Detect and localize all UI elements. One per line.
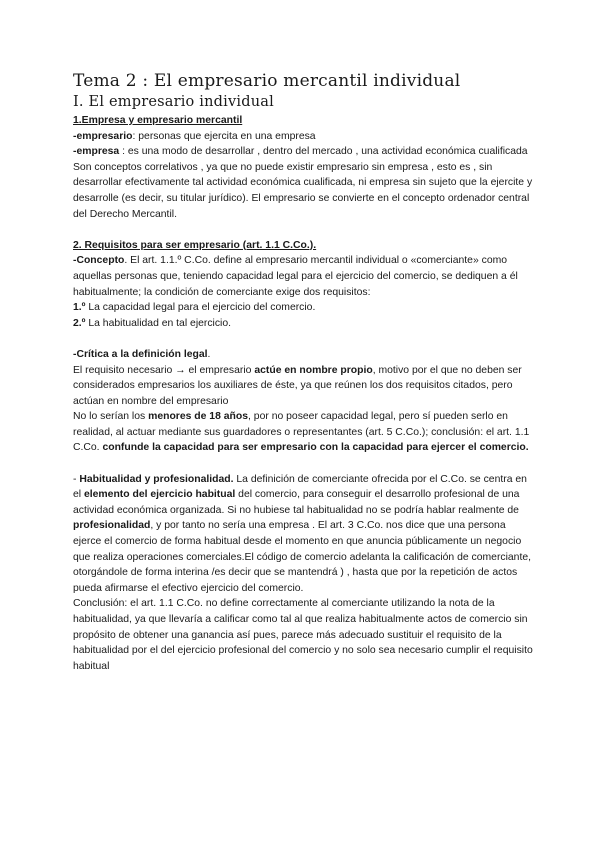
text-p1-a: El requisito necesario → el empresario xyxy=(73,364,255,376)
text-empresario: : personas que ejercita en una empresa xyxy=(132,130,316,142)
heading-critica-end: . xyxy=(207,348,211,360)
requisito-1-text: La capacidad legal para el ejercicio del comercio. xyxy=(85,302,316,314)
paragraph-habitualidad xyxy=(73,472,533,597)
term-empresa: -empresa xyxy=(73,146,120,158)
text-h-d: profesionalidad xyxy=(73,520,151,532)
paragraph-concepto xyxy=(73,253,533,300)
requisito-2-text: La habitualidad en tal ejercicio. xyxy=(85,317,232,329)
requisito-2-num: 2.º xyxy=(73,317,86,329)
section-title: I. El empresario individual xyxy=(73,94,274,110)
text-concepto: . El art. 1.1.º C.Co. define al empresario mercantil individual o «comerciante» como aquellas personas que, teniendo capacidad legal para el ejercicio del comercio, se dediquen a él habitualmente; la condición de comerciante exige dos requisitos: xyxy=(73,255,518,298)
text-p2-b: menores de 18 años xyxy=(148,411,249,423)
section-critica xyxy=(73,347,533,456)
text-p1-b: actúe en nombre propio xyxy=(254,364,373,376)
text-h-b: elemento del ejercicio habitual xyxy=(83,489,236,501)
text-h-c: del comercio, para conseguir el desarrollo profesional de una actividad económica organizada. Si no hubiese tal habitualidad no se podría hablar realmente de xyxy=(73,489,520,516)
text-p2-c: , por no poseer capacidad legal, pero sí pueden serlo en realidad, al actuar mediante sus guardadores o representantes (art. 5 C.Co.); conclusión: el art. 1.1 C.Co. xyxy=(73,411,530,454)
term-concepto: -Concepto xyxy=(73,255,125,267)
term-empresario: -empresario xyxy=(73,130,133,142)
definition-empresario xyxy=(73,129,533,145)
requisito-1-num: 1.º xyxy=(73,302,86,314)
heading-critica xyxy=(73,347,533,363)
section-requisitos xyxy=(73,238,533,332)
section-empresa xyxy=(73,113,533,222)
heading-requisitos: 2. Requisitos para ser empresario (art. 1.1 C.Co.). xyxy=(73,239,317,251)
text-p2-d: confunde la capacidad para ser empresario con la capacidad para ejercer el comercio. xyxy=(102,442,529,454)
text-lead: - xyxy=(73,473,80,485)
heading-empresa: 1.Empresa y empresario mercantil xyxy=(73,115,243,126)
paragraph-menores xyxy=(73,409,533,456)
paragraph-nombre-propio xyxy=(73,363,533,410)
text-p1-c: , motivo por el que no deben ser considerados empresarios los auxiliares de éste, ya que reúnen los dos requisitos citados, pero actúan en nombre del empresario xyxy=(73,364,522,407)
requisito-1 xyxy=(73,300,533,316)
definition-empresa xyxy=(73,144,533,160)
page-title: Tema 2 : El empresario mercantil individual xyxy=(73,71,461,91)
document-page xyxy=(73,70,533,674)
requisito-2 xyxy=(73,316,533,332)
term-habitualidad: Habitualidad y profesionalidad. xyxy=(79,473,234,485)
text-empresa: : es una modo de desarrollar , dentro del mercado , una actividad económica cualificada xyxy=(119,146,528,158)
text-p2-a: No lo serían los xyxy=(73,411,149,423)
heading-critica-text: -Crítica a la definición legal xyxy=(73,348,208,360)
paragraph-conclusion: Conclusión: el art. 1.1 C.Co. no define correctamente al comerciante utilizando la nota de la habitualidad, ya que llevaría a calificar como tal al que realiza habitualmente actos de comercio sin propósito de obtener una ganancia así pues, parece más adecuado sustituir el requisito de la habitualidad por el del ejercicio profesional del comercio y no solo sea necesario cumplir el requisito habitual xyxy=(73,598,533,672)
paragraph-correlativos: Son conceptos correlativos , ya que no puede existir empresario sin empresa , esto es , sin desarrollar efectivamente tal actividad económica cualificada, ni empresa sin sujeto que la ejercite y desarrolle (es decir, su titular jurídico). El empresario se convierte en el concepto ordenador central del Derecho Mercantil. xyxy=(73,161,533,220)
text-h-e: , y por tanto no sería una empresa . El art. 3 C.Co. nos dice que una persona ejerce el comercio de forma habitual desde el momento en que anuncia públicamente un negocio que realiza operaciones comerciales.El código de comercio adelanta la calificación de comerciante, otorgándole de forma interina /es decir que se mantendrá ) , hasta que por la repetición de actos pueda afirmarse el efectivo ejercicio del comercio. xyxy=(73,520,532,594)
text-h-a: La definición de comerciante ofrecida por el C.Co. se centra en el xyxy=(73,473,527,501)
section-habitualidad xyxy=(73,472,533,675)
